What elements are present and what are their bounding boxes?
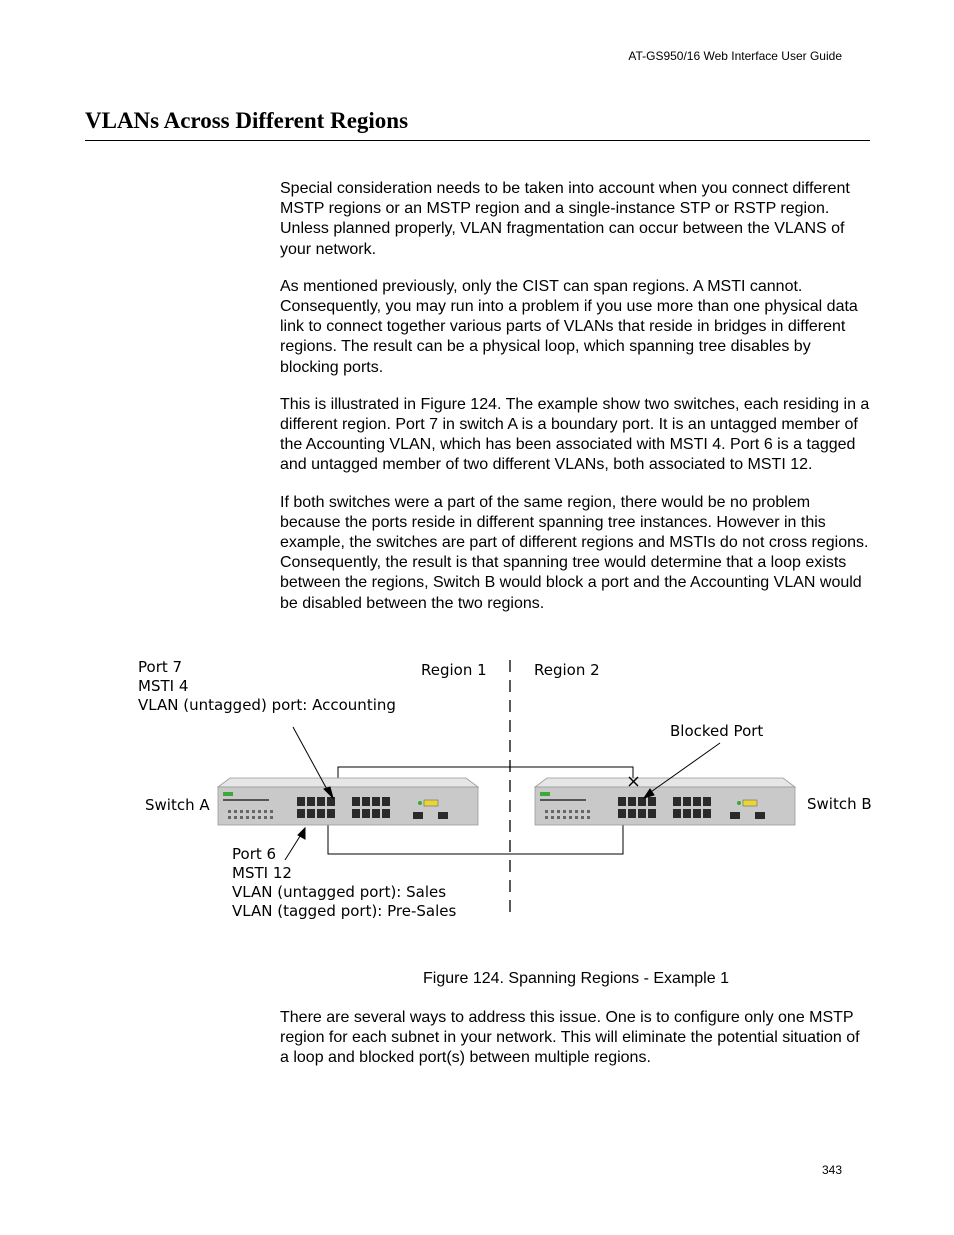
region-2-label: Region 2 [534, 661, 600, 679]
blocked-port-label: Blocked Port [670, 722, 764, 740]
paragraph: This is illustrated in Figure 124. The example show two switches, each residing in a different region. Port 7 in switch A is a boundary port. It is an untagged member of the Accounting VLAN, which has been associated with MSTI 4. Port 6 is a tagged and untagged member of two different VLANs, both associated to MSTI 12. [280, 395, 870, 474]
section-title: VLANs Across Different Regions [85, 108, 409, 133]
running-header: AT-GS950/16 Web Interface User Guide [628, 49, 842, 63]
region-1-label: Region 1 [421, 661, 487, 679]
paragraph: As mentioned previously, only the CIST can span regions. A MSTI cannot. Consequently, you may run into a problem if you use more than one physical data link to connect together various parts of VLANs that reside in bridges in different regions. The result can be a physical loop, which spanning tree disables by blocking ports. [280, 277, 858, 376]
switch-b-label: Switch B [807, 795, 872, 813]
switch-b-device [535, 778, 795, 825]
figure-caption: Figure 124. Spanning Regions - Example 1 [423, 970, 729, 987]
port6-label: Port 6 MSTI 12 VLAN (untagged port): Sales VLAN (tagged port): Pre-Sales [232, 845, 457, 920]
page-number: 343 [821, 1163, 842, 1177]
body-text-top [280, 179, 870, 631]
paragraph: There are several ways to address this issue. One is to configure only one MSTP region for each subnet in your network. This will eliminate the potential situation of a loop and blocked port(s) between multiple regions. [280, 1009, 860, 1067]
switch-a-label: Switch A [145, 796, 210, 814]
switch-a-device [218, 778, 478, 825]
port7-label: Port 7 MSTI 4 VLAN (untagged) port: Accounting [138, 658, 396, 714]
body-text-bottom [280, 1008, 870, 1086]
title-rule [85, 140, 870, 141]
spanning-regions-figure [130, 650, 880, 930]
paragraph: If both switches were a part of the same region, there would be no problem because the ports reside in different spanning tree instances. However in this example, the switches are part of different regions and MSTIs do not cross regions. Consequently, the result is that spanning tree would determine that a loop exists between the regions, Switch B would block a port and the Accounting VLAN would be disabled between the two regions. [280, 493, 869, 612]
paragraph: Special consideration needs to be taken into account when you connect different MSTP regions or an MSTP region and a single-instance STP or RSTP region. Unless planned properly, VLAN fragmentation can occur between the VLANS of your network. [280, 180, 850, 258]
